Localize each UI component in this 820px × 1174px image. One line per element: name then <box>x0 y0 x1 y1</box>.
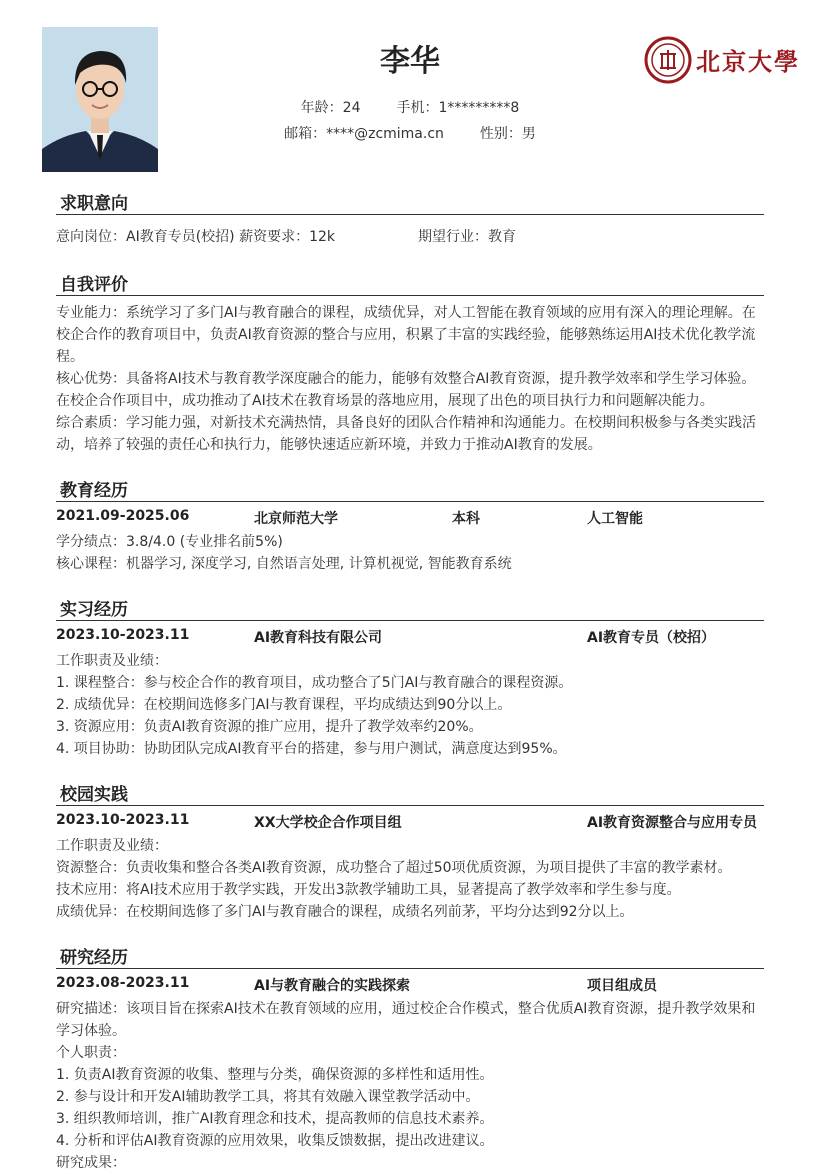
internship-company: AI教育科技有限公司 <box>254 630 383 646</box>
research-line: 3. 组织教师培训，推广AI教育理念和技术，提高教师的信息技术素养。 <box>56 1111 494 1127</box>
education-detail: 核心课程：机器学习, 深度学习, 自然语言处理, 计算机视觉, 智能教育系统 <box>56 556 512 572</box>
email-label: 邮箱： <box>284 126 327 142</box>
research-line: 2. 参与设计和开发AI辅助教学工具，将其有效融入课堂教学活动中。 <box>56 1089 480 1105</box>
section-divider <box>56 501 764 502</box>
education-header-row <box>56 508 766 530</box>
section-divider <box>56 214 764 215</box>
campus-period: 2023.10-2023.11 <box>56 812 190 828</box>
contact-line-2 <box>0 123 820 143</box>
age-value: 24 <box>342 100 361 116</box>
section-divider <box>56 968 764 969</box>
research-project: AI与教育融合的实践探索 <box>254 978 411 994</box>
candidate-name: 李华 <box>380 44 440 79</box>
research-line: 1. 负责AI教育资源的收集、整理与分类，确保资源的多样性和适用性。 <box>56 1067 494 1083</box>
internship-line: 2. 成绩优异：在校期间选修多门AI与教育课程，平均成绩达到90分以上。 <box>56 697 512 713</box>
self-eval-para: 专业能力：系统学习了多门AI与教育融合的课程，成绩优异，对人工智能在教育领域的应用有深入的理论理解。在校企合作的教育项目中，负责AI教育资源的整合与应用，积累了丰富的实践经验，能够熟练运用AI技术优化教学流程。 <box>56 305 756 365</box>
education-detail: 学分绩点：3.8/4.0 (专业排名前5%) <box>56 534 283 550</box>
campus-line: 工作职责及业绩： <box>56 838 168 854</box>
internship-period: 2023.10-2023.11 <box>56 627 190 643</box>
gender-value: 男 <box>521 126 536 142</box>
campus-org: XX大学校企合作项目组 <box>254 815 402 831</box>
self-eval-para: 核心优势：具备将AI技术与教育教学深度融合的能力，能够有效整合AI教育资源，提升教学效率和学生学习体验。在校企合作项目中，成功推动了AI技术在教育场景的落地应用，展现了出色的项目执行力和问题解决能力。 <box>56 371 756 409</box>
campus-role: AI教育资源整合与应用专员 <box>587 815 758 831</box>
education-degree: 本科 <box>452 511 480 527</box>
campus-line: 资源整合：负责收集和整合各类AI教育资源，成功整合了超过50项优质资源，为项目提供了丰富的教学素材。 <box>56 860 732 876</box>
internship-line: 4. 项目协助：协助团队完成AI教育平台的搭建，参与用户测试，满意度达到95%。 <box>56 741 567 757</box>
research-line: 个人职责： <box>56 1045 126 1061</box>
industry-value: 教育 <box>488 229 516 245</box>
section-title-campus: 校园实践 <box>60 785 128 805</box>
section-divider <box>56 620 764 621</box>
self-eval-para: 综合素质：学习能力强，对新技术充满热情，具备良好的团队合作精神和沟通能力。在校期间积极参与各类实践活动，培养了较强的责任心和执行力，能够快速适应新环境，并致力于推动AI教育的发展。 <box>56 415 756 453</box>
email-value[interactable]: ****@zcmima.cn <box>326 126 444 142</box>
position-value: AI教育专员(校招) <box>126 229 235 245</box>
salary-value: 12k <box>309 229 336 245</box>
position-label: 意向岗位： <box>56 229 126 245</box>
phone-label: 手机： <box>396 100 439 116</box>
industry-label: 期望行业： <box>418 229 488 245</box>
section-divider <box>56 295 764 296</box>
campus-line: 技术应用：将AI技术应用于教学实践，开发出3款教学辅助工具，显著提高了教学效率和学生参与度。 <box>56 882 681 898</box>
section-title-education: 教育经历 <box>60 481 128 501</box>
objective-line <box>56 226 766 248</box>
education-major: 人工智能 <box>587 511 643 527</box>
campus-header-row <box>56 812 766 834</box>
internship-line: 3. 资源应用：负责AI教育资源的推广应用，提升了教学效率约20%。 <box>56 719 483 735</box>
research-line: 研究成果： <box>56 1155 126 1171</box>
section-title-research: 研究经历 <box>60 948 128 968</box>
section-divider <box>56 805 764 806</box>
research-line: 4. 分析和评估AI教育资源的应用效果，收集反馈数据，提出改进建议。 <box>56 1133 494 1149</box>
section-title-self-eval: 自我评价 <box>60 275 128 295</box>
internship-header-row <box>56 627 766 649</box>
section-title-internship: 实习经历 <box>60 600 128 620</box>
age-label: 年龄： <box>300 100 343 116</box>
internship-line: 工作职责及业绩： <box>56 653 168 669</box>
section-title-objective: 求职意向 <box>60 194 128 214</box>
gender-label: 性别： <box>479 126 522 142</box>
phone-value: 1*********8 <box>438 100 520 116</box>
education-period: 2021.09-2025.06 <box>56 508 190 524</box>
industry-field <box>418 226 516 248</box>
university-seal-icon <box>644 36 692 84</box>
university-logo <box>644 36 800 86</box>
internship-role: AI教育专员（校招） <box>587 630 716 646</box>
contact-line-1 <box>0 97 820 117</box>
research-description: 研究描述：该项目旨在探索AI技术在教育领域的应用，通过校企合作模式，整合优质AI教育资源，提升教学效果和学习体验。 <box>56 1001 756 1039</box>
campus-line: 成绩优异：在校期间选修了多门AI与教育融合的课程，成绩名列前茅，平均分达到92分以上。 <box>56 904 634 920</box>
research-role: 项目组成员 <box>587 978 657 994</box>
research-period: 2023.08-2023.11 <box>56 975 190 991</box>
university-name: 北京大學 <box>696 47 800 76</box>
internship-line: 1. 课程整合：参与校企合作的教育项目，成功整合了5门AI与教育融合的课程资源。 <box>56 675 573 691</box>
education-school: 北京师范大学 <box>254 511 338 527</box>
salary-label: 薪资要求： <box>239 229 310 245</box>
research-header-row <box>56 975 766 997</box>
